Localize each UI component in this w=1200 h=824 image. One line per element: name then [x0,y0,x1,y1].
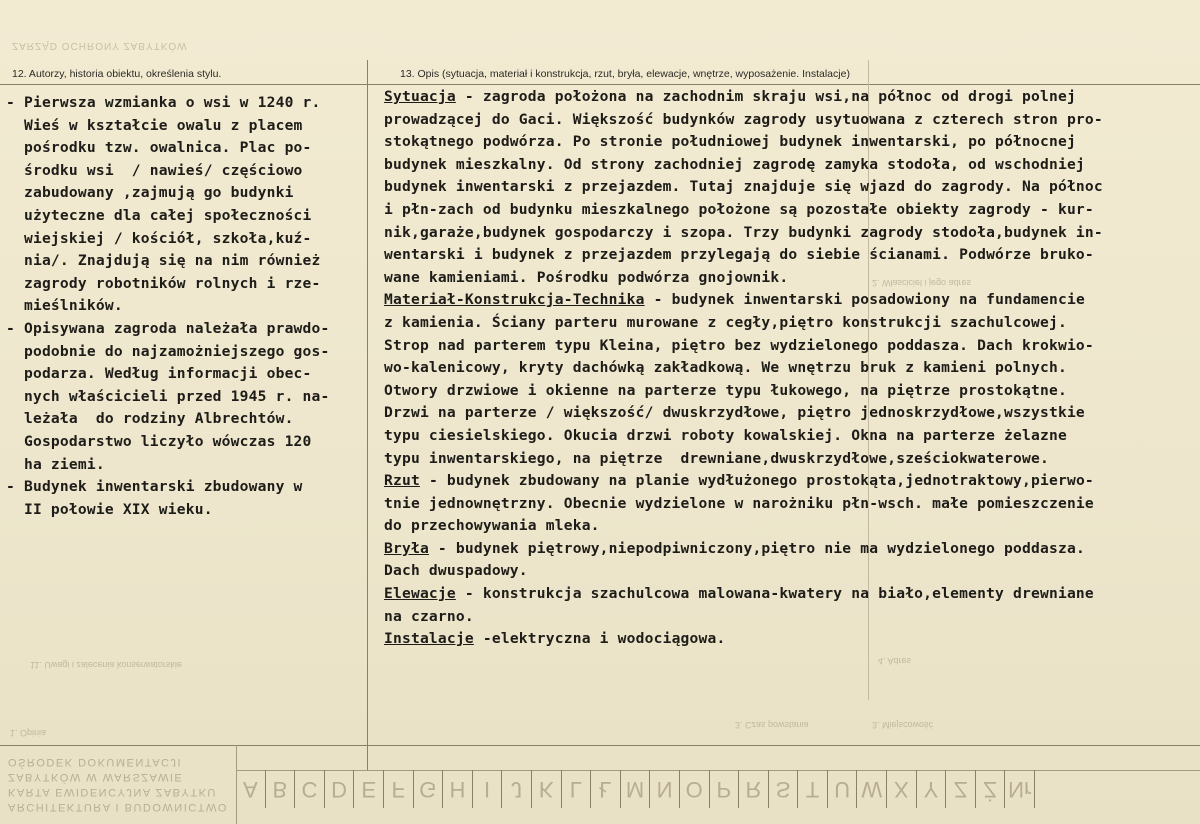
history-line: zabudowany ,zajmują go budynki [6,184,294,202]
description-line [384,289,1194,312]
description-line [384,312,1194,335]
description-line [384,86,1194,109]
bleed-through-right-4: 3. Miejscowość [872,720,934,730]
index-letter: F [384,770,414,808]
description-text-run: - konstrukcja szachulcowa malowana-kwatery na biało,elementy drewniane [455,585,1094,603]
description-text-run: - budynek piętrowy,niepodpiwniczony,piętro nie ma wydzielonego poddasza. [428,539,1085,557]
description-text-run: budynek inwentarski z przejazdem. Tutaj znajduje się wjazd do zagrody. Na północ [384,178,1103,196]
index-letter: H [443,770,473,808]
description-text-run: prowadzącej do Gaci. Większość budynków zagrody usytuowana z czterech stron pro- [384,110,1103,128]
description-text-run: - budynek inwentarski posadowiony na fundamencie [644,291,1085,309]
description-text-run: Strop nad parterem typu Kleina, piętro bez wydzielonego poddasza. Dach krokwio- [384,336,1094,354]
index-letter: A [236,770,266,808]
index-letter: S [769,770,799,808]
index-letter: G [414,770,444,808]
description-text-run: Drzwi na parterze / większość/ dwuskrzydłowe, piętro jednoskrzydłowe,wszystkie [384,404,1085,422]
history-line: nia/. Znajdują się na nim również [6,252,321,270]
description-line [384,402,1194,425]
history-line: II połowie XIX wieku. [6,500,213,518]
description-text-run: Dach dwuspadowy. [384,562,528,580]
description-line [384,109,1194,132]
description-line [384,493,1194,516]
index-letter: M [621,770,651,808]
section-label: Sytuacja [384,88,456,105]
bleed-through-mid-left: 11. Uwagi i zalecenia konserwatorskie [30,660,182,670]
description-text-run: typu inwentarskiego, na piętrze drewniane,dwuskrzydłowe,sześciokwaterowe. [384,449,1049,467]
description-line [384,470,1194,493]
description-text-run: stokątnego podwórza. Po stronie południowej budynek inwentarski, po północnej [384,133,1076,151]
description-text-run: budynek mieszkalny. Od strony zachodniej zagrodę zamyka stodoła, od wschodniej [384,155,1085,173]
left-column-header: 12. Autorzy, historia obiektu, określenia stylu. [12,68,222,80]
description-text [384,86,1194,651]
description-text-run: wo-kalenicowy, kryty dachówką zakładkową. We wnętrzu bruk z kamieni polnych. [384,359,1067,377]
description-line [384,176,1194,199]
history-line: - Budynek inwentarski zbudowany w [6,478,303,496]
section-label: Rzut [384,472,420,490]
index-letter: L [562,770,592,808]
description-text-run: nik,garaże,budynek gospodarczy i szopa. Trzy budynki zagrody stodoła,budynek in- [384,223,1103,241]
bleed-through-top: ZARZĄD OCHRONY ZABYTKÓW [12,40,188,51]
description-text-run: na czarno. [384,607,474,625]
history-line: podobnie do najzamożniejszego gos- [6,342,330,360]
description-line [384,606,1194,629]
index-letter: B [266,770,296,808]
description-text-run: -elektryczna i wodociągowa. [473,630,726,648]
alphabet-index [236,770,1035,808]
history-line: - Opisywana zagroda należała prawdo- [6,319,330,337]
index-letter: Y [917,770,947,808]
description-line [384,583,1194,606]
index-letter: R [739,770,769,808]
description-line [384,538,1194,561]
description-line [384,244,1194,267]
index-letter: D [325,770,355,808]
index-letter: N [650,770,680,808]
index-letter: K [532,770,562,808]
history-line: mieślników. [6,297,123,315]
description-line [384,154,1194,177]
description-line [384,131,1194,154]
header-rule [0,84,1200,85]
history-line: podarza. Według informacji obec- [6,365,312,383]
index-letter: I [473,770,503,808]
history-line: Wieś w kształcie owalu z placem [6,116,303,134]
description-line [384,425,1194,448]
description-text-run: i płn-zach od budynku mieszkalnego położone są pozostałe obiekty zagrody - kur- [384,200,1094,218]
description-line [384,222,1194,245]
index-letter: E [354,770,384,808]
column-divider [367,60,368,770]
history-line: środku wsi / nawieś/ częściowo [6,161,303,179]
right-column-header: 13. Opis (sytuacja, materiał i konstrukcja, rzut, bryła, elewacje, wnętrze, wyposażenie. Instalacje) [400,68,850,80]
description-line [384,335,1194,358]
mirrored-stamp: ARCHITEKTURA I BUDOWNICTWO KARTA EWIDENCYJNA ZABYTKU ZABYTKÓW W WARSZAWIE OŚRODEK DOKUMENTACJI [8,756,228,813]
history-line: nych właścicieli przed 1945 r. na- [6,387,330,405]
description-line [384,357,1194,380]
history-line: - Pierwsza wzmianka o wsi w 1240 r. [6,94,321,111]
index-letter: U [828,770,858,808]
description-text-run: tnie jednownętrzny. Obecnie wydzielone w narożniku płn-wsch. małe pomieszczenie [384,494,1094,512]
description-text-run: - zagroda położona na zachodnim skraju wsi,na północ od drogi polnej [455,88,1076,105]
index-letter: W [857,770,887,808]
bleed-through-right-3: 3. Czas powstania [735,720,809,730]
history-line: Gospodarstwo liczyło wówczas 120 [6,432,312,450]
section-label: Instalacje [384,630,474,648]
description-text-run: wentarski i budynek z przejazdem przylegają do siebie ścianami. Podwórze bruko- [384,246,1094,264]
index-letter: C [295,770,325,808]
bleed-through-bottom-left: 1. Opinia [10,728,47,738]
description-text-run: z kamienia. Ściany parteru murowane z cegły,piętro konstrukcji szachulcowej. [384,313,1067,331]
history-line: leżała do rodziny Albrechtów. [6,410,294,428]
index-letter: O [680,770,710,808]
history-line: pośrodku tzw. owalnica. Plac po- [6,139,312,157]
description-line [384,515,1194,538]
index-letter: T [798,770,828,808]
index-letter: P [710,770,740,808]
index-letter: Ł [591,770,621,808]
history-line: ha ziemi. [6,455,105,473]
description-text-run: wane kamieniami. Pośrodku podwórza gnojownik. [384,268,789,286]
description-text-run: Otwory drzwiowe i okienne na parterze typu łukowego, na piętrze prostokątne. [384,381,1067,399]
history-line: wiejskiej / kościół, szkoła,kuź- [6,229,312,247]
description-line [384,267,1194,290]
history-line: zagrody robotników rolnych i rze- [6,274,321,292]
index-letter: X [887,770,917,808]
history-line: użyteczne dla całej społeczności [6,206,312,224]
description-text-run: typu ciesielskiego. Okucia drzwi roboty kowalskiej. Okna na parterze żelazne [384,426,1067,444]
footer-rule [0,745,1200,746]
description-line [384,380,1194,403]
index-letter: J [502,770,532,808]
index-letter: Z [946,770,976,808]
section-label: Elewacje [384,585,456,603]
description-line [384,560,1194,583]
section-label: Bryła [384,539,429,557]
index-letter: Nr [1005,770,1035,808]
index-letter: Ż [976,770,1006,808]
description-line [384,448,1194,471]
description-line [384,628,1194,651]
bleed-through-right-1: 2. Własciciel i jego adres [872,278,972,288]
description-text-run: - budynek zbudowany na planie wydłużonego prostokąta,jednotraktowy,pierwo- [419,472,1094,490]
section-label: Materiał-Konstrukcja-Technika [384,291,645,309]
description-line [384,199,1194,222]
history-text [6,92,366,521]
bleed-through-right-2: 4. Adres [878,656,912,666]
description-text-run: do przechowywania mleka. [384,517,600,535]
